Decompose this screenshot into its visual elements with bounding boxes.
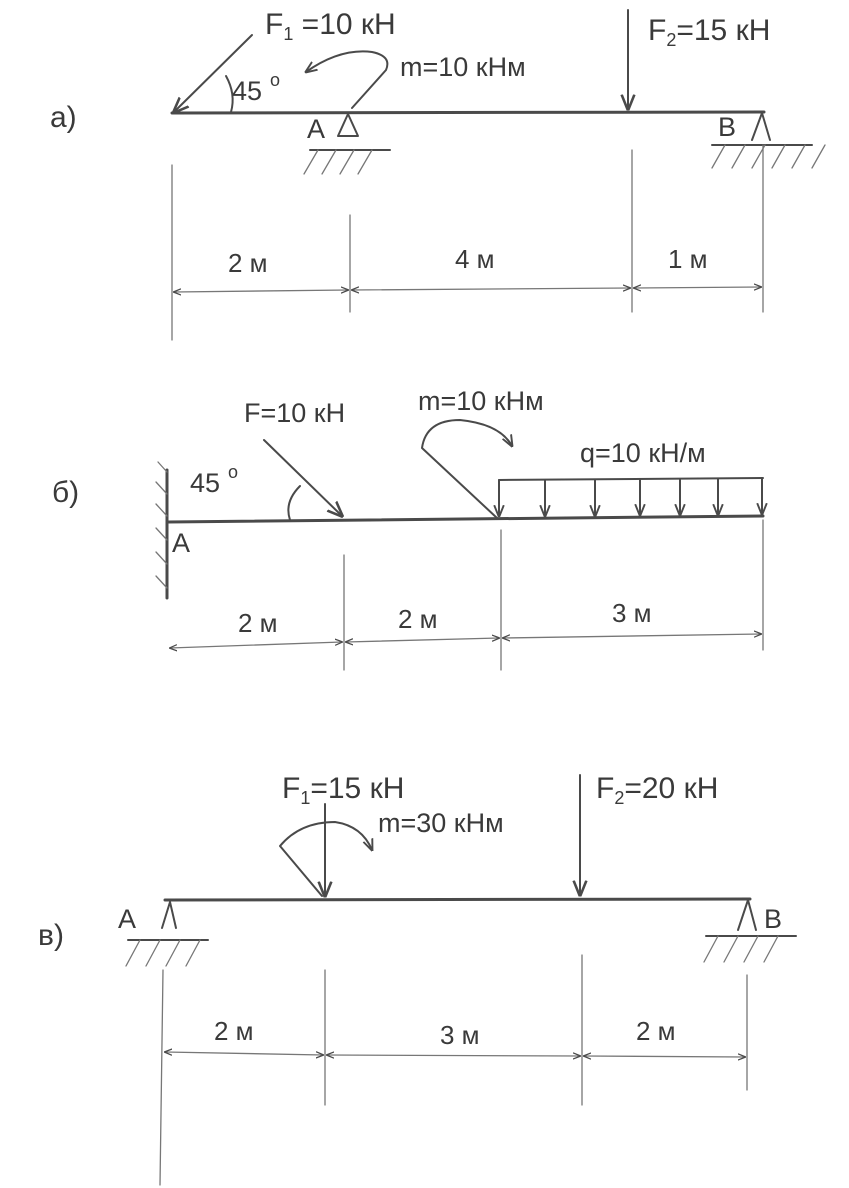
diagram-a-f2-name: F [648,14,667,47]
diagram-b-fixed-support [156,462,167,598]
diagram-b-moment-label: m=10 кНм [418,386,544,416]
diagram-a-f2-sub: 2 [666,30,677,50]
diagram-b-support-a-label: A [172,528,191,558]
diagram-c-beam [165,899,750,900]
diagram-c-support-b-label: B [764,904,783,934]
diagram-c-dim-label-1: 2 м [214,1016,254,1046]
diagram-a-f2-value: =15 кН [676,14,771,47]
diagram-a-f1-label [265,8,396,44]
diagram-b-dim-arrow-1 [170,642,342,648]
diagram-a-dim-label-2: 4 м [455,244,495,274]
diagram-c-dim-arrow-3 [584,1056,745,1057]
diagram-b-distributed-load [499,478,763,516]
diagram-c-support-b [704,900,796,962]
diagram-b-dim-arrow-2 [346,638,499,642]
diagram-c-support-a-label: A [118,904,137,934]
diagram-a-f1-name: F [265,8,284,41]
diagram-b [52,386,763,670]
diagram-c-ext-line [160,970,163,1185]
diagram-b-dim-label-2: 2 м [398,604,438,634]
diagram-b-beam [168,516,763,522]
diagram-a-beam [172,112,764,113]
diagram-a-dim-label-3: 1 м [668,244,708,274]
diagram-c-f2-name: F [596,772,615,805]
diagram-b-dim-arrow-3 [503,634,761,638]
diagram-c-f2-value: =20 кН [624,772,719,805]
diagram-c-dim-arrow-2 [327,1055,580,1056]
diagram-a-label: а) [50,101,77,134]
diagram-a-moment-label: m=10 кНм [400,52,526,82]
diagram-b-dim-label-3: 3 м [612,598,652,628]
diagram-a-dim-arrow-2 [352,288,630,290]
diagram-c-f2-label [596,772,718,808]
diagram-b-force-arrow [264,440,342,516]
diagram-a-support-a-label: A [307,114,326,144]
diagram-a-angle-value: 45 [232,76,263,106]
diagram-c-f1-sub: 1 [300,788,311,808]
diagram-a-dim-label-1: 2 м [228,248,268,278]
diagram-b-dim-label-1: 2 м [238,608,278,638]
diagram-c-f2-sub: 2 [614,788,625,808]
diagram-a-f1-value: =10 кН [293,8,396,41]
diagram-c [38,772,796,1185]
diagram-a-moment-arc [306,51,387,108]
diagram-b-load-label: q=10 кН/м [580,438,706,468]
diagram-b-angle-degree: o [228,462,239,482]
diagram-c-f1-name: F [282,772,301,805]
diagram-a-angle-degree: o [270,70,281,90]
diagram-b-angle-arc [288,486,300,520]
diagram-c-support-a [126,902,208,966]
diagram-b-label: б) [52,476,80,509]
diagram-a [50,8,825,340]
diagram-b-angle-value: 45 [190,468,221,498]
diagram-c-dim-label-3: 2 м [636,1016,676,1046]
diagram-c-moment-label: m=30 кНм [378,808,504,838]
diagram-a-dim-arrow-3 [634,287,761,288]
diagram-c-dim-arrow-1 [165,1052,323,1055]
diagram-a-support-b-label: B [718,112,737,142]
diagram-c-f1-value: =15 кН [310,772,405,805]
diagram-b-force-label: F=10 кН [244,398,346,428]
diagram-c-label: в) [38,919,64,952]
diagram-a-f1-sub: 1 [283,24,294,44]
diagram-a-f2-label [648,14,770,50]
diagram-a-dim-arrow-1 [174,290,348,292]
diagram-c-dim-label-2: 3 м [440,1020,480,1050]
diagram-c-f1-label [282,772,404,808]
